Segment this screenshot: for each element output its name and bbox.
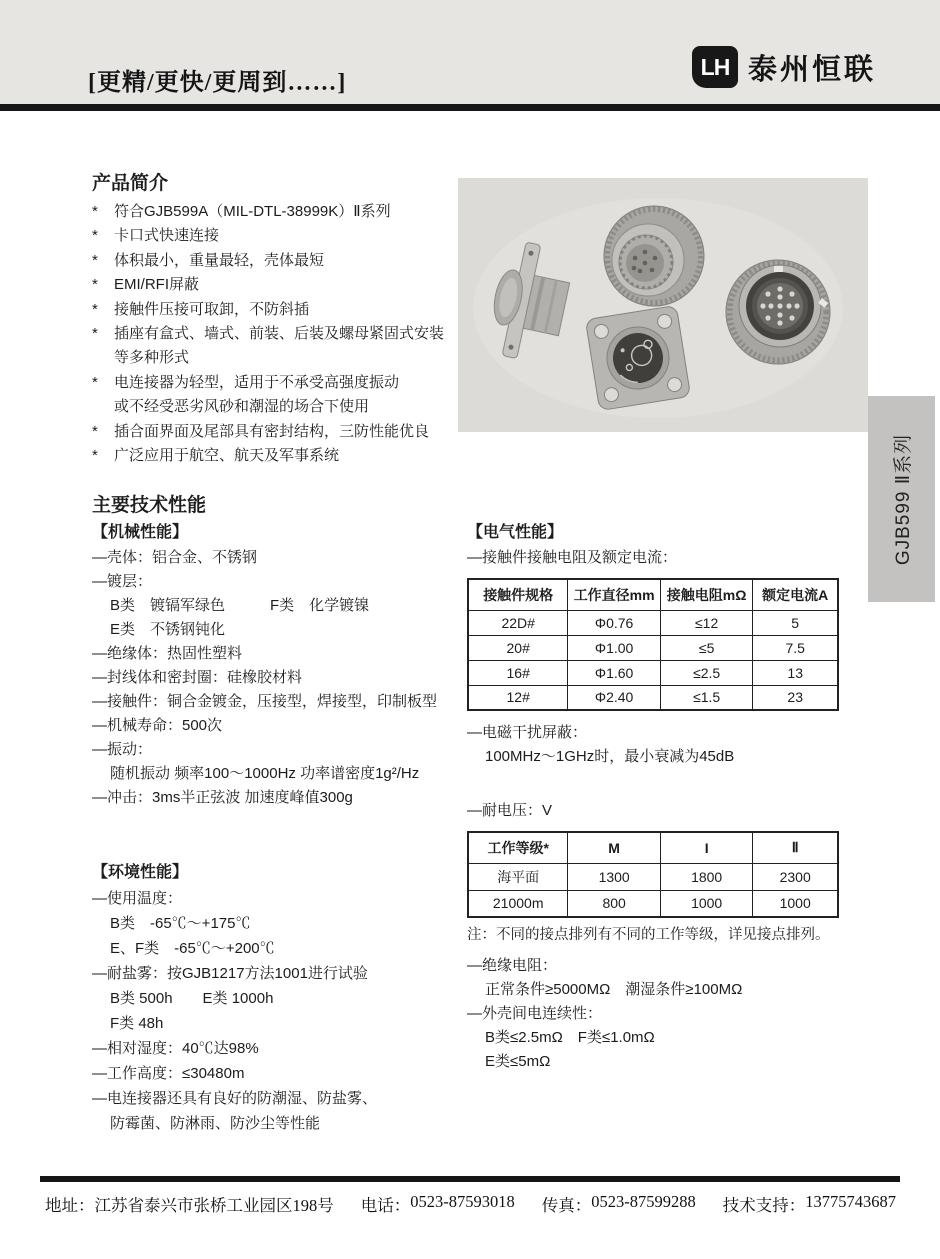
table-header-cell: 工作直径mm [568, 579, 661, 610]
footer-label: 传真： [541, 1196, 592, 1215]
table-cell: 13 [753, 660, 838, 685]
env-line: —使用温度： [92, 890, 183, 907]
emi-line: 100MHz～1GHz时，最小衰减为45dB [485, 748, 735, 765]
table-cell: 海平面 [468, 863, 568, 890]
mech-line: —壳体：铝合金、不锈钢 [92, 549, 258, 566]
footer-value: 0523-87599288 [591, 1192, 696, 1211]
footer-value: 0523-87593018 [410, 1192, 515, 1211]
bullet-item [92, 200, 464, 224]
environmental-heading: 【环境性能】 [92, 864, 189, 881]
bullet-text: 插合面界面及尾部具有密封结构，三防性能优良 [114, 422, 430, 440]
table-cell: ≤5 [660, 635, 753, 660]
bullet-marker: * [92, 227, 98, 245]
mech-line: —机械寿命：500次 [92, 717, 223, 734]
footer-phone [361, 1192, 515, 1216]
table-cell: Φ0.76 [568, 610, 661, 635]
bullet-text: 卡口式快速连接 [114, 227, 220, 245]
bullet-item [92, 444, 464, 468]
mechanical-heading: 【机械性能】 [92, 524, 189, 541]
logo-lh-icon: LH [692, 46, 738, 88]
bullet-marker [92, 346, 114, 370]
footer-value: 13775743687 [805, 1192, 896, 1211]
table-cell: 1000 [660, 890, 753, 917]
env-line: B类 500h E类 1000h [110, 990, 274, 1007]
table-cell: 23 [753, 685, 838, 710]
table-cell: Φ1.60 [568, 660, 661, 685]
tech-section-title: 主要技术性能 [92, 495, 207, 516]
bullet-text: 插座有盒式、墙式、前装、后装及螺母紧固式安装 [114, 325, 445, 343]
env-line: —耐盐雾：按GJB1217方法1001进行试验 [92, 965, 368, 982]
electrical-line: —外壳间电连续性： [467, 1005, 603, 1022]
table-header-cell: 接触电阻mΩ [660, 579, 753, 610]
bullet-item [92, 224, 464, 248]
table-header-row [468, 832, 838, 863]
bullet-text: 接触件压接可取卸，不防斜插 [114, 300, 310, 318]
bullet-item [92, 249, 464, 273]
bullet-item [92, 273, 464, 297]
bullet-item [92, 298, 464, 322]
env-line: —相对湿度：40℃达98% [92, 1040, 259, 1057]
table-cell: Φ1.00 [568, 635, 661, 660]
mech-line: —绝缘体：热固性塑料 [92, 645, 243, 662]
intro-bullet-list [92, 200, 464, 468]
env-line: F类 48h [110, 1015, 164, 1032]
footer-label: 技术支持： [722, 1196, 806, 1215]
table-row [468, 863, 838, 890]
bullet-text: 电连接器为轻型，适用于不承受高强度振动 [114, 373, 400, 391]
table-cell: ≤2.5 [660, 660, 753, 685]
mech-line: E类 不锈钢钝化 [110, 621, 226, 638]
env-line: B类 -65℃～+175℃ [110, 915, 251, 932]
mech-line: —接触件：铜合金镀金，压接型，焊接型，印制板型 [92, 693, 438, 710]
env-line: —电连接器还具有良好的防潮湿、防盐雾、 [92, 1090, 378, 1107]
electrical-intro-line: —接触件接触电阻及额定电流： [467, 549, 678, 566]
withstand-voltage-table [467, 831, 839, 918]
bullet-item [92, 371, 464, 395]
bullet-text: 符合GJB599A（MIL-DTL-38999K）Ⅱ系列 [114, 203, 391, 220]
bullet-marker: * [92, 300, 98, 318]
footer-fax [542, 1192, 696, 1216]
table-row [468, 610, 838, 635]
footer-divider [40, 1176, 900, 1182]
electrical-line: E类≤5mΩ [485, 1053, 551, 1070]
product-photo [458, 178, 868, 432]
table-cell: 800 [568, 890, 661, 917]
bullet-item [92, 420, 464, 444]
contact-resistance-table [467, 578, 839, 711]
bullet-text: 等多种形式 [114, 349, 190, 367]
table-header-cell: Ⅱ [753, 832, 838, 863]
series-side-tab [868, 396, 935, 602]
mech-line: B类 镀镉军绿色 F类 化学镀镍 [110, 597, 370, 614]
table-row [468, 890, 838, 917]
env-line: —工作高度：≤30480m [92, 1065, 245, 1082]
table-header-cell: 接触件规格 [468, 579, 568, 610]
bullet-text: 体积最小，重量最轻，壳体最短 [114, 251, 325, 269]
bullet-text: 广泛应用于航空、航天及军事系统 [114, 447, 340, 465]
electrical-section [467, 520, 839, 1074]
electrical-line: 正常条件≥5000MΩ 潮湿条件≥100MΩ [485, 981, 743, 998]
company-logo [692, 46, 876, 88]
footer-support [723, 1192, 896, 1216]
mech-line: —镀层： [92, 573, 153, 590]
table-row [468, 685, 838, 710]
connector-socket [726, 260, 830, 364]
bullet-marker: * [92, 422, 98, 440]
table-row [468, 660, 838, 685]
table-cell: 1000 [753, 890, 838, 917]
voltage-note: 注：不同的接点排列有不同的工作等级，详见接点排列。 [467, 927, 830, 943]
bullet-marker: * [92, 276, 98, 294]
bullet-text: 或不经受恶劣风砂和潮湿的场合下使用 [114, 398, 370, 416]
table-header-row [468, 579, 838, 610]
table-cell: 21000m [468, 890, 568, 917]
bullet-item [92, 322, 464, 346]
connector-receptacle [585, 305, 690, 410]
footer-address [45, 1192, 334, 1216]
mech-line: 随机振动 频率100～1000Hz 功率谱密度1g²/Hz [110, 765, 420, 782]
table-header-cell: M [568, 832, 661, 863]
mech-line: —振动： [92, 741, 153, 758]
table-cell: 16# [468, 660, 568, 685]
voltage-label: —耐电压：V [467, 802, 553, 819]
connectors-illustration [458, 178, 868, 432]
bullet-item [92, 395, 464, 419]
table-cell: 7.5 [753, 635, 838, 660]
table-cell: 1300 [568, 863, 661, 890]
bullet-text: EMI/RFI屏蔽 [114, 276, 199, 294]
electrical-heading: 【电气性能】 [467, 524, 564, 541]
intro-section-title: 产品简介 [92, 173, 169, 194]
table-cell: ≤12 [660, 610, 753, 635]
bullet-marker [92, 395, 114, 419]
footer-label: 电话： [360, 1196, 411, 1215]
table-cell: 12# [468, 685, 568, 710]
table-cell: 5 [753, 610, 838, 635]
table-cell: 1800 [660, 863, 753, 890]
electrical-line: B类≤2.5mΩ F类≤1.0mΩ [485, 1029, 655, 1046]
table-header-cell: I [660, 832, 753, 863]
logo-company-name: 泰州恒联 [747, 53, 876, 86]
mech-line: —冲击：3ms半正弦波 加速度峰值300g [92, 789, 353, 806]
series-side-tab-label: GJB599 Ⅱ系列 [893, 433, 915, 565]
connector-plug [604, 206, 704, 306]
electrical-line: —绝缘电阻： [467, 957, 558, 974]
mechanical-section [92, 520, 464, 810]
mech-line: —封线体和密封圈：硅橡胶材料 [92, 669, 303, 686]
bullet-marker: * [92, 325, 98, 343]
bullet-item [92, 346, 464, 370]
table-cell: ≤1.5 [660, 685, 753, 710]
table-cell: 22D# [468, 610, 568, 635]
header-slogan: [更精/更快/更周到……] [88, 70, 347, 96]
bullet-marker: * [92, 447, 98, 465]
table-cell: Φ2.40 [568, 685, 661, 710]
bullet-marker: * [92, 251, 98, 269]
footer-label: 地址： [45, 1196, 95, 1215]
table-cell: 2300 [753, 863, 838, 890]
bullet-marker: * [92, 203, 98, 220]
table-header-cell: 额定电流A [753, 579, 838, 610]
footer-value: 江苏省泰兴市张桥工业园区198号 [94, 1196, 334, 1215]
table-header-cell: 工作等级* [468, 832, 568, 863]
env-line: E、F类 -65℃～+200℃ [110, 940, 275, 957]
header-divider [0, 104, 940, 111]
table-cell: 20# [468, 635, 568, 660]
bullet-marker: * [92, 373, 98, 391]
table-row [468, 635, 838, 660]
env-line: 防霉菌、防淋雨、防沙尘等性能 [110, 1115, 321, 1132]
footer [45, 1192, 905, 1216]
environmental-section [92, 860, 464, 1136]
emi-line: —电磁干扰屏蔽： [467, 724, 588, 741]
